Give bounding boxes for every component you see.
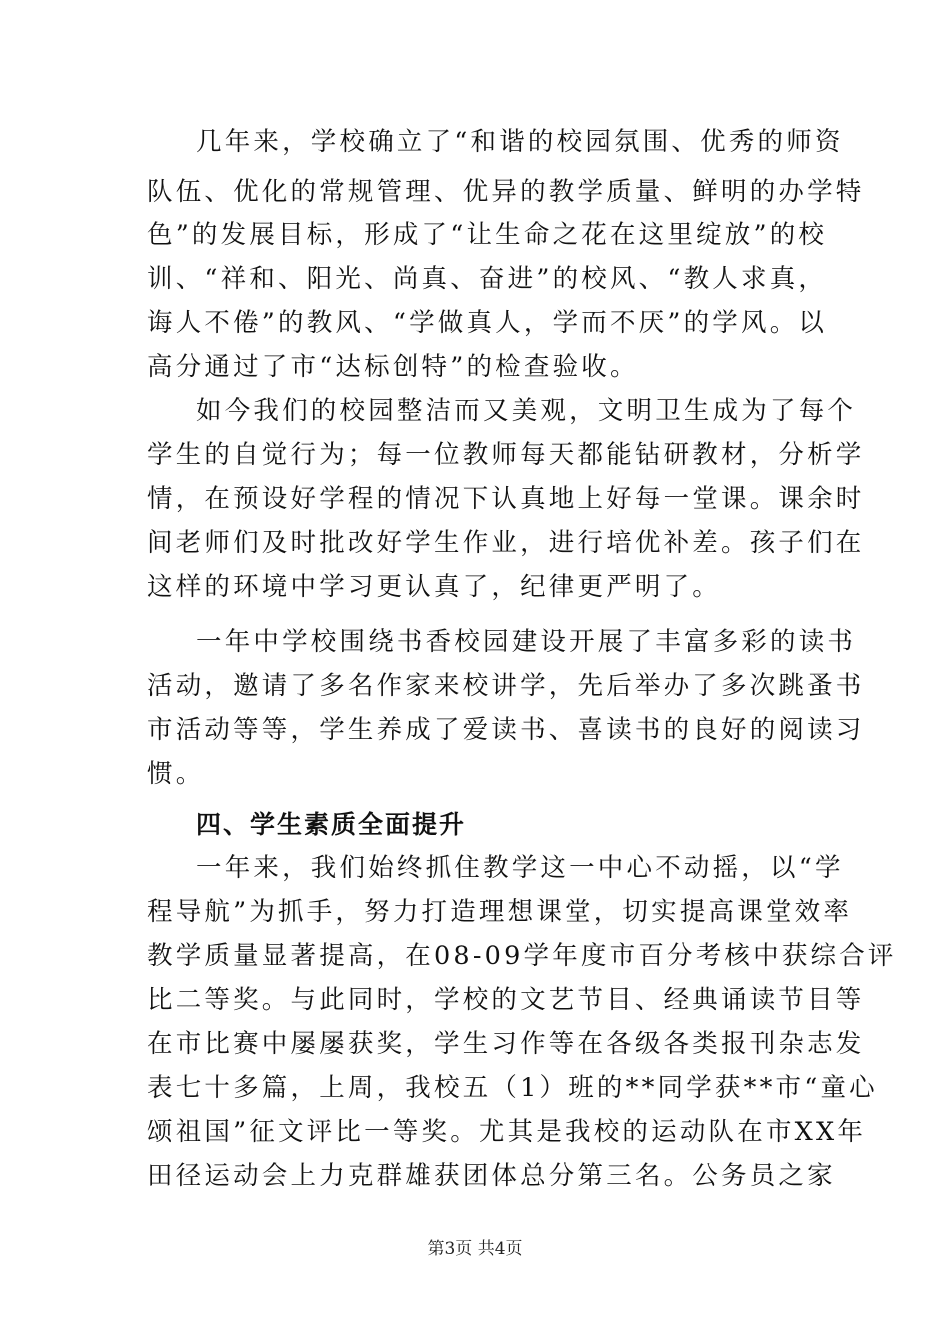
paragraph-4-line-3: 教学质量显著提高，在08-09学年度市百分考核中获综合评 [147,941,897,971]
paragraph-4-line-5: 在市比赛中屡屡获奖，学生习作等在各级各类报刊杂志发 [147,1029,865,1059]
paragraph-2-line-2: 学生的自觉行为；每一位教师每天都能钻研教材，分析学 [147,440,865,470]
paragraph-4-line-4: 比二等奖。与此同时，学校的文艺节目、经典诵读节目等 [147,985,865,1015]
paragraph-4-line-6: 表七十多篇，上周，我校五（1）班的**同学获**市“童心 [147,1073,878,1103]
paragraph-1-line-1: 几年来，学校确立了“和谐的校园氛围、优秀的师资 [196,127,844,157]
section-heading: 四、学生素质全面提升 [196,810,467,839]
paragraph-4-line-1: 一年来，我们始终抓住教学这一中心不动摇，以“学 [196,853,844,883]
paragraph-2-line-5: 这样的环境中学习更认真了，纪律更严明了。 [147,572,722,602]
paragraph-1-line-4: 训、“祥和、阳光、尚真、奋进”的校风、“教人求真， [147,264,828,294]
paragraph-4-line-8: 田径运动会上力克群雄获团体总分第三名。公务员之家 [147,1161,836,1191]
paragraph-3-line-2: 活动，邀请了多名作家来校讲学，先后举办了多次跳蚤书 [147,671,865,701]
paragraph-3-line-3: 市活动等等，学生养成了爱读书、喜读书的良好的阅读习 [147,715,865,745]
paragraph-4-line-2: 程导航”为抓手，努力打造理想课堂，切实提高课堂效率 [147,897,853,927]
paragraph-3-line-1: 一年中学校围绕书香校园建设开展了丰富多彩的读书 [196,627,857,657]
paragraph-2-line-4: 间老师们及时批改好学生作业，进行培优补差。孩子们在 [147,528,865,558]
paragraph-2-line-1: 如今我们的校园整洁而又美观，文明卫生成为了每个 [196,396,857,426]
paragraph-2-line-3: 情，在预设好学程的情况下认真地上好每一堂课。课余时 [147,484,865,514]
paragraph-1-line-5: 诲人不倦”的教风、“学做真人，学而不厌”的学风。以 [147,308,828,338]
paragraph-1-line-2: 队伍、优化的常规管理、优异的教学质量、鲜明的办学特 [147,177,865,207]
paragraph-1-line-6: 高分通过了市“达标创特”的检查验收。 [147,352,639,382]
page-footer: 第3页 共4页 [427,1239,523,1259]
paragraph-3-line-4: 惯。 [147,759,205,789]
paragraph-4-line-7: 颂祖国”征文评比一等奖。尤其是我校的运动队在市XX年 [147,1117,867,1147]
paragraph-1-line-3: 色”的发展目标，形成了“让生命之花在这里绽放”的校 [147,220,828,250]
